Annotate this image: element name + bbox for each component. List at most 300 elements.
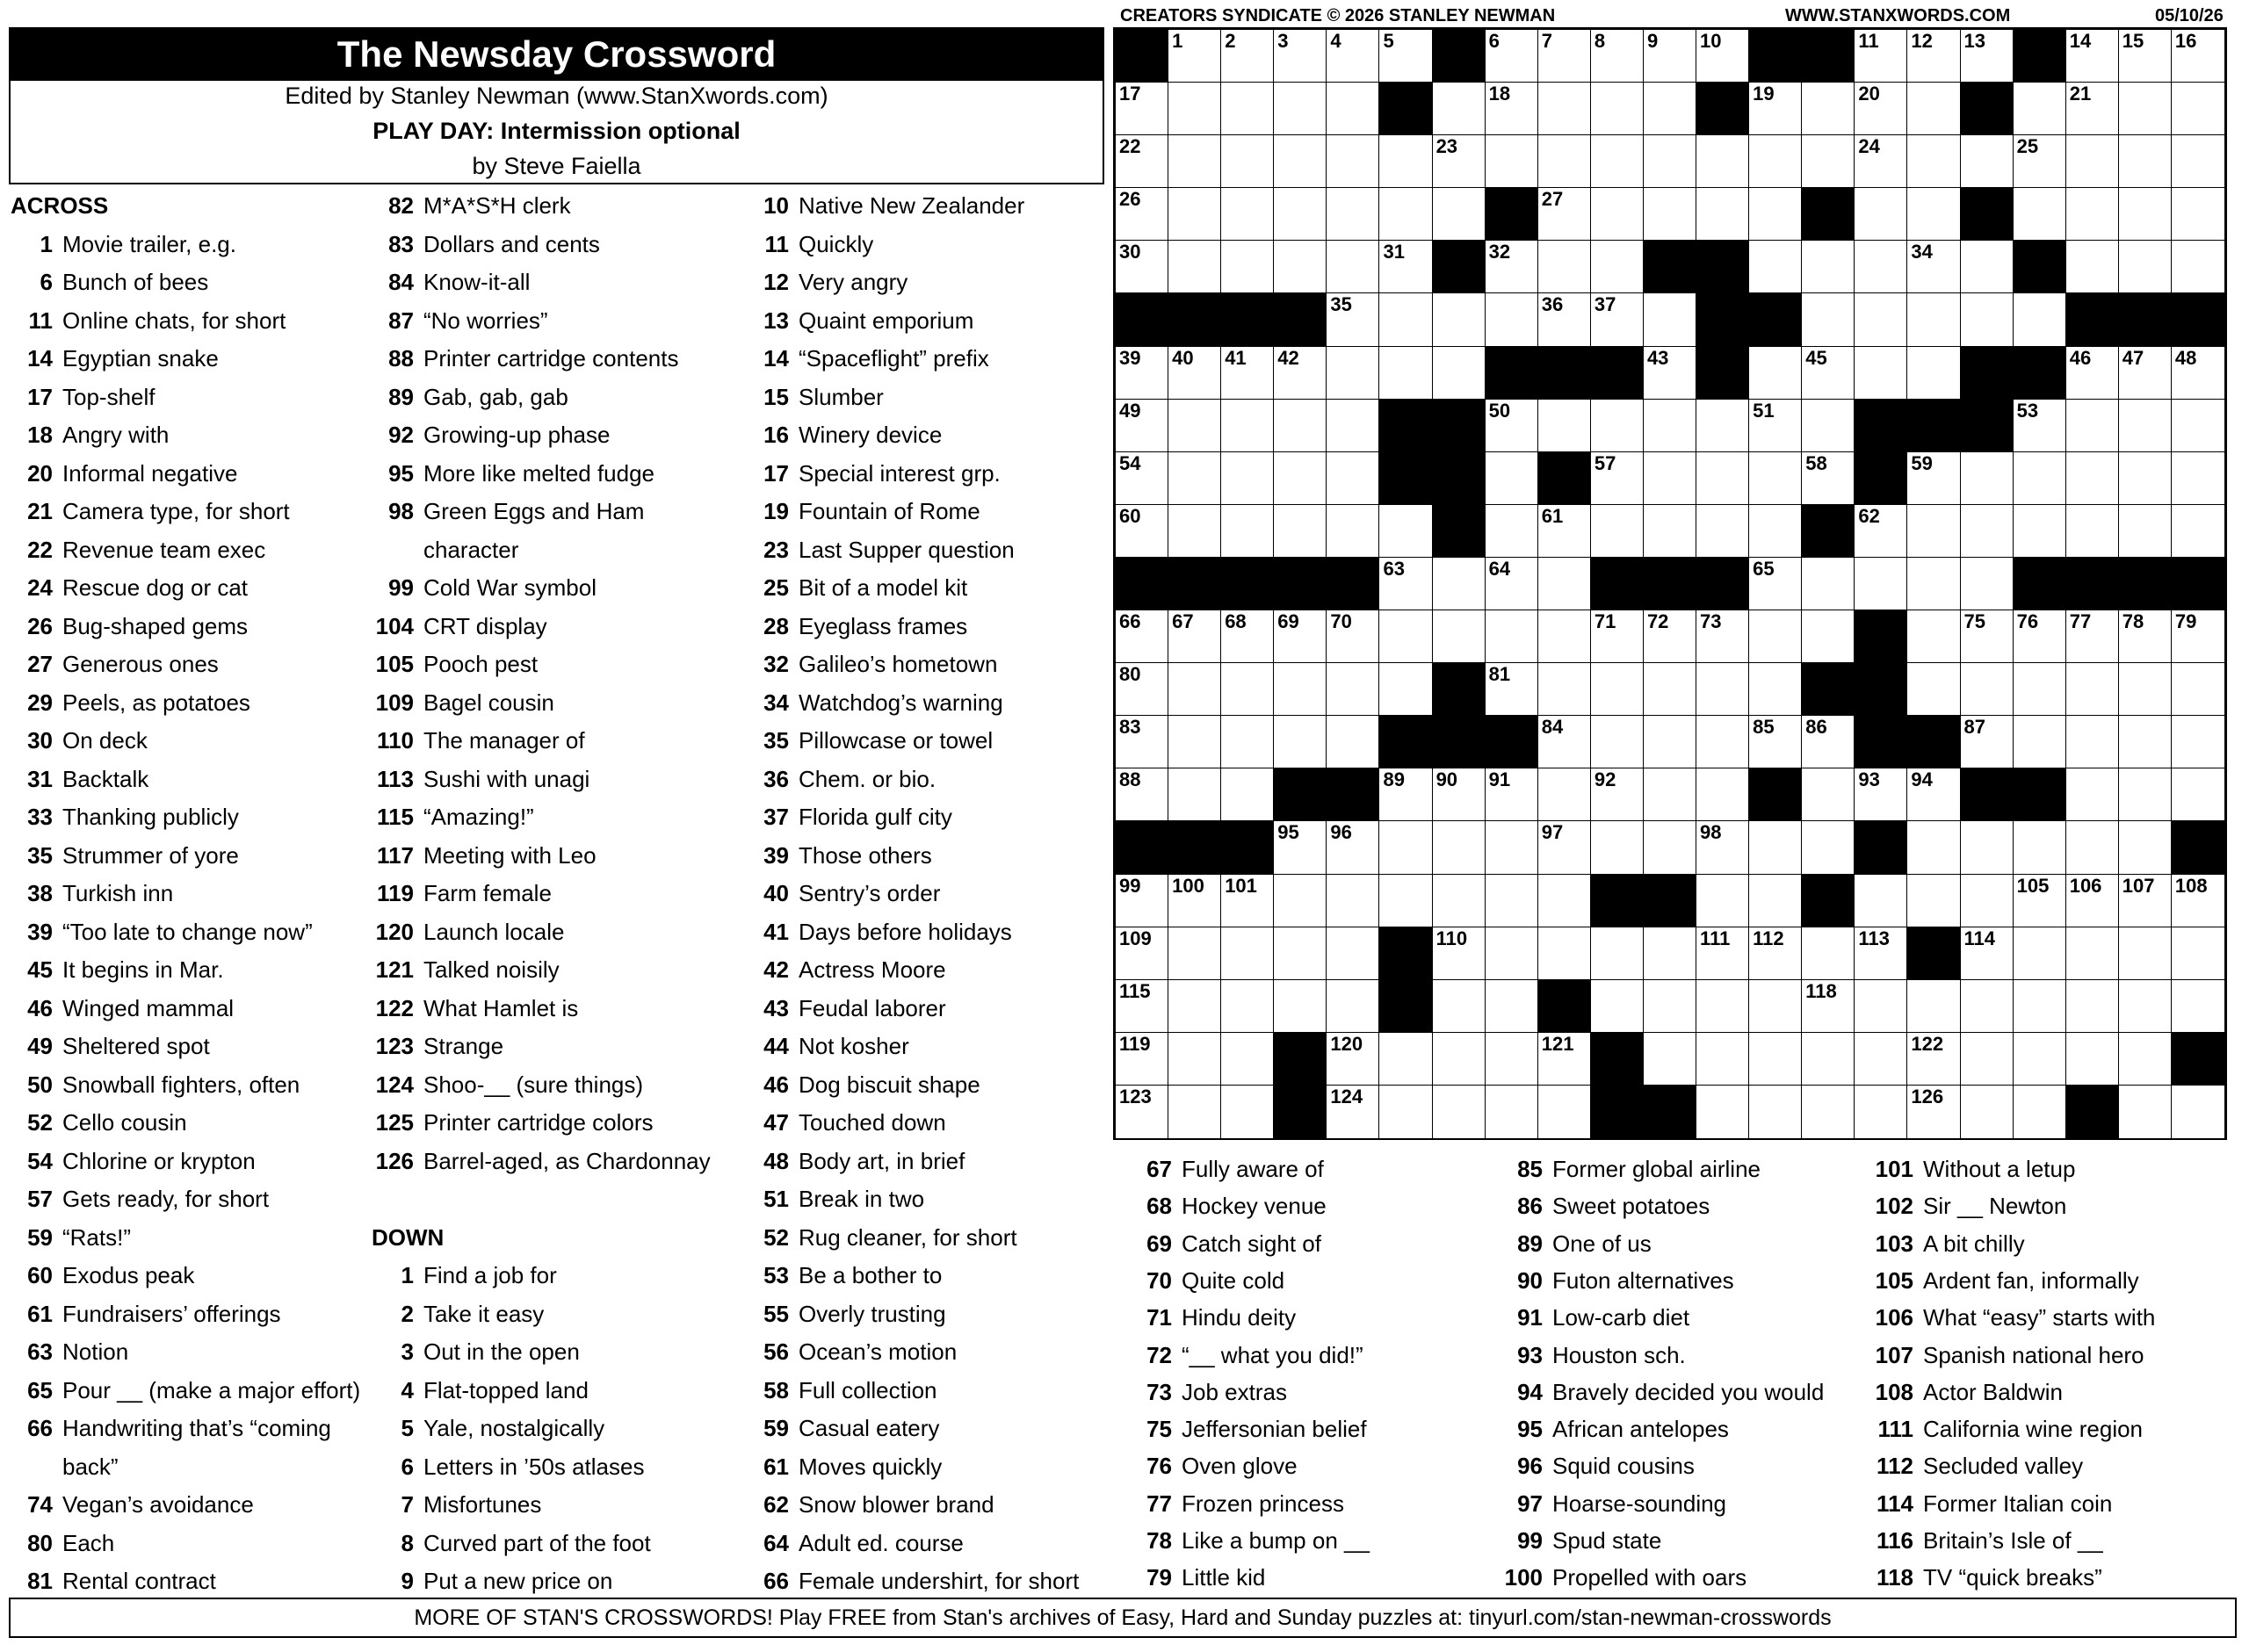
grid-cell[interactable] <box>1907 980 1960 1033</box>
grid-cell[interactable] <box>1907 135 1960 188</box>
grid-cell[interactable] <box>1274 716 1327 768</box>
grid-cell[interactable] <box>1802 1086 1855 1138</box>
grid-cell[interactable] <box>2014 452 2066 505</box>
grid-cell[interactable] <box>1168 1086 1221 1138</box>
grid-cell[interactable] <box>1644 452 1696 505</box>
grid-cell[interactable] <box>2066 821 2119 874</box>
grid-cell[interactable] <box>1379 135 1432 188</box>
grid-cell[interactable] <box>1433 558 1486 610</box>
grid-cell[interactable] <box>1433 83 1486 135</box>
grid-cell[interactable] <box>2172 452 2224 505</box>
grid-cell[interactable] <box>1644 768 1696 821</box>
grid-cell[interactable] <box>1749 188 1802 241</box>
grid-cell[interactable] <box>1274 188 1327 241</box>
grid-cell[interactable] <box>1168 716 1221 768</box>
grid-cell[interactable] <box>2066 347 2119 400</box>
grid-cell[interactable] <box>1116 400 1168 452</box>
grid-cell[interactable] <box>2066 663 2119 716</box>
grid-cell[interactable] <box>1327 135 1379 188</box>
grid-cell[interactable] <box>1696 400 1749 452</box>
grid-cell[interactable] <box>1116 980 1168 1033</box>
grid-cell[interactable] <box>1907 293 1960 346</box>
grid-cell[interactable] <box>1116 875 1168 927</box>
grid-cell[interactable] <box>1433 768 1486 821</box>
grid-cell[interactable] <box>1168 927 1221 980</box>
grid-cell[interactable] <box>1644 1033 1696 1086</box>
grid-cell[interactable] <box>1486 875 1538 927</box>
grid-cell[interactable] <box>1644 821 1696 874</box>
grid-cell[interactable] <box>2066 241 2119 293</box>
grid-cell[interactable] <box>1379 768 1432 821</box>
grid-cell[interactable] <box>1696 927 1749 980</box>
grid-cell[interactable] <box>2066 400 2119 452</box>
grid-cell[interactable] <box>1696 30 1749 83</box>
grid-cell[interactable] <box>1116 1033 1168 1086</box>
grid-cell[interactable] <box>1116 83 1168 135</box>
grid-cell[interactable] <box>2066 610 2119 663</box>
grid-cell[interactable] <box>1961 716 2014 768</box>
grid-cell[interactable] <box>1961 452 2014 505</box>
grid-cell[interactable] <box>1696 980 1749 1033</box>
grid-cell[interactable] <box>1855 241 1907 293</box>
grid-cell[interactable] <box>1749 400 1802 452</box>
grid-cell[interactable] <box>1221 768 1274 821</box>
grid-cell[interactable] <box>1274 610 1327 663</box>
grid-cell[interactable] <box>1644 610 1696 663</box>
grid-cell[interactable] <box>1591 505 1644 558</box>
grid-cell[interactable] <box>1486 1086 1538 1138</box>
grid-cell[interactable] <box>1486 30 1538 83</box>
grid-cell[interactable] <box>2119 768 2172 821</box>
grid-cell[interactable] <box>2066 83 2119 135</box>
grid-cell[interactable] <box>1907 347 1960 400</box>
grid-cell[interactable] <box>1116 768 1168 821</box>
grid-cell[interactable] <box>1749 980 1802 1033</box>
grid-cell[interactable] <box>1749 927 1802 980</box>
grid-cell[interactable] <box>2014 980 2066 1033</box>
grid-cell[interactable] <box>1433 1033 1486 1086</box>
grid-cell[interactable] <box>1961 1033 2014 1086</box>
grid-cell[interactable] <box>1116 610 1168 663</box>
grid-cell[interactable] <box>1274 347 1327 400</box>
grid-cell[interactable] <box>2014 293 2066 346</box>
grid-cell[interactable] <box>1696 135 1749 188</box>
grid-cell[interactable] <box>2119 821 2172 874</box>
grid-cell[interactable] <box>1644 663 1696 716</box>
grid-cell[interactable] <box>1274 83 1327 135</box>
grid-cell[interactable] <box>1486 135 1538 188</box>
grid-cell[interactable] <box>1591 293 1644 346</box>
grid-cell[interactable] <box>1221 663 1274 716</box>
grid-cell[interactable] <box>1221 241 1274 293</box>
grid-cell[interactable] <box>1486 452 1538 505</box>
grid-cell[interactable] <box>1221 980 1274 1033</box>
grid-cell[interactable] <box>1274 663 1327 716</box>
grid-cell[interactable] <box>1961 610 2014 663</box>
grid-cell[interactable] <box>2172 347 2224 400</box>
grid-cell[interactable] <box>2066 980 2119 1033</box>
grid-cell[interactable] <box>1221 610 1274 663</box>
grid-cell[interactable] <box>1802 400 1855 452</box>
grid-cell[interactable] <box>1696 821 1749 874</box>
grid-cell[interactable] <box>1802 716 1855 768</box>
grid-cell[interactable] <box>1961 927 2014 980</box>
grid-cell[interactable] <box>1327 980 1379 1033</box>
grid-cell[interactable] <box>1221 30 1274 83</box>
grid-cell[interactable] <box>1538 927 1591 980</box>
grid-cell[interactable] <box>2172 1086 2224 1138</box>
grid-cell[interactable] <box>1644 716 1696 768</box>
grid-cell[interactable] <box>1538 30 1591 83</box>
grid-cell[interactable] <box>1644 400 1696 452</box>
grid-cell[interactable] <box>1433 188 1486 241</box>
grid-cell[interactable] <box>1538 293 1591 346</box>
grid-cell[interactable] <box>1644 980 1696 1033</box>
grid-cell[interactable] <box>1802 821 1855 874</box>
grid-cell[interactable] <box>1168 452 1221 505</box>
grid-cell[interactable] <box>1327 1086 1379 1138</box>
grid-cell[interactable] <box>1644 188 1696 241</box>
grid-cell[interactable] <box>1221 1086 1274 1138</box>
grid-cell[interactable] <box>1433 293 1486 346</box>
grid-cell[interactable] <box>1168 135 1221 188</box>
grid-cell[interactable] <box>1274 505 1327 558</box>
grid-cell[interactable] <box>1116 716 1168 768</box>
grid-cell[interactable] <box>1168 980 1221 1033</box>
grid-cell[interactable] <box>2119 610 2172 663</box>
grid-cell[interactable] <box>1327 505 1379 558</box>
grid-cell[interactable] <box>2172 716 2224 768</box>
grid-cell[interactable] <box>2014 1086 2066 1138</box>
grid-cell[interactable] <box>1802 980 1855 1033</box>
grid-cell[interactable] <box>2172 980 2224 1033</box>
grid-cell[interactable] <box>1116 347 1168 400</box>
grid-cell[interactable] <box>1221 347 1274 400</box>
grid-cell[interactable] <box>1907 1033 1960 1086</box>
grid-cell[interactable] <box>1433 347 1486 400</box>
grid-cell[interactable] <box>1907 188 1960 241</box>
grid-cell[interactable] <box>1644 135 1696 188</box>
grid-cell[interactable] <box>1327 452 1379 505</box>
grid-cell[interactable] <box>2119 347 2172 400</box>
grid-cell[interactable] <box>2014 83 2066 135</box>
grid-cell[interactable] <box>1274 135 1327 188</box>
grid-cell[interactable] <box>1907 30 1960 83</box>
grid-cell[interactable] <box>1644 30 1696 83</box>
grid-cell[interactable] <box>1168 30 1221 83</box>
grid-cell[interactable] <box>1591 83 1644 135</box>
grid-cell[interactable] <box>1486 400 1538 452</box>
grid-cell[interactable] <box>1274 30 1327 83</box>
grid-cell[interactable] <box>1433 821 1486 874</box>
grid-cell[interactable] <box>2014 1033 2066 1086</box>
grid-cell[interactable] <box>1696 768 1749 821</box>
grid-cell[interactable] <box>1855 505 1907 558</box>
grid-cell[interactable] <box>1274 241 1327 293</box>
grid-cell[interactable] <box>1327 293 1379 346</box>
grid-cell[interactable] <box>1116 241 1168 293</box>
grid-cell[interactable] <box>1802 558 1855 610</box>
grid-cell[interactable] <box>1591 188 1644 241</box>
grid-cell[interactable] <box>1221 927 1274 980</box>
grid-cell[interactable] <box>1327 821 1379 874</box>
grid-cell[interactable] <box>1749 610 1802 663</box>
grid-cell[interactable] <box>1802 135 1855 188</box>
grid-cell[interactable] <box>1379 293 1432 346</box>
grid-cell[interactable] <box>2172 768 2224 821</box>
grid-cell[interactable] <box>2066 927 2119 980</box>
grid-cell[interactable] <box>2014 927 2066 980</box>
grid-cell[interactable] <box>1961 558 2014 610</box>
grid-cell[interactable] <box>2172 135 2224 188</box>
grid-cell[interactable] <box>1274 452 1327 505</box>
grid-cell[interactable] <box>2066 1033 2119 1086</box>
grid-cell[interactable] <box>2119 663 2172 716</box>
grid-cell[interactable] <box>1591 663 1644 716</box>
grid-cell[interactable] <box>1379 30 1432 83</box>
grid-cell[interactable] <box>2172 83 2224 135</box>
grid-cell[interactable] <box>1749 821 1802 874</box>
grid-cell[interactable] <box>2119 505 2172 558</box>
grid-cell[interactable] <box>1855 1086 1907 1138</box>
grid-cell[interactable] <box>1644 505 1696 558</box>
grid-cell[interactable] <box>1696 1033 1749 1086</box>
grid-cell[interactable] <box>1749 558 1802 610</box>
grid-cell[interactable] <box>1855 875 1907 927</box>
grid-cell[interactable] <box>1696 716 1749 768</box>
grid-cell[interactable] <box>2172 30 2224 83</box>
grid-cell[interactable] <box>1486 1033 1538 1086</box>
grid-cell[interactable] <box>1168 768 1221 821</box>
grid-cell[interactable] <box>1907 768 1960 821</box>
grid-cell[interactable] <box>1907 821 1960 874</box>
grid-cell[interactable] <box>1802 927 1855 980</box>
grid-cell[interactable] <box>1327 1033 1379 1086</box>
grid-cell[interactable] <box>1749 1086 1802 1138</box>
grid-cell[interactable] <box>1538 188 1591 241</box>
grid-cell[interactable] <box>1168 188 1221 241</box>
grid-cell[interactable] <box>1591 452 1644 505</box>
grid-cell[interactable] <box>1486 83 1538 135</box>
grid-cell[interactable] <box>2014 663 2066 716</box>
grid-cell[interactable] <box>1486 768 1538 821</box>
grid-cell[interactable] <box>1961 30 2014 83</box>
grid-cell[interactable] <box>1433 980 1486 1033</box>
grid-cell[interactable] <box>2119 241 2172 293</box>
grid-cell[interactable] <box>1644 347 1696 400</box>
grid-cell[interactable] <box>1855 83 1907 135</box>
grid-cell[interactable] <box>1379 663 1432 716</box>
grid-cell[interactable] <box>2119 83 2172 135</box>
grid-cell[interactable] <box>1433 610 1486 663</box>
grid-cell[interactable] <box>1696 663 1749 716</box>
grid-cell[interactable] <box>2172 188 2224 241</box>
grid-cell[interactable] <box>1538 875 1591 927</box>
grid-cell[interactable] <box>1855 927 1907 980</box>
grid-cell[interactable] <box>1486 241 1538 293</box>
grid-cell[interactable] <box>1274 821 1327 874</box>
grid-cell[interactable] <box>2014 716 2066 768</box>
grid-cell[interactable] <box>1379 821 1432 874</box>
grid-cell[interactable] <box>1696 610 1749 663</box>
grid-cell[interactable] <box>1907 241 1960 293</box>
grid-cell[interactable] <box>1749 875 1802 927</box>
grid-cell[interactable] <box>1961 293 2014 346</box>
grid-cell[interactable] <box>2066 505 2119 558</box>
grid-cell[interactable] <box>2172 610 2224 663</box>
grid-cell[interactable] <box>1538 83 1591 135</box>
grid-cell[interactable] <box>1221 505 1274 558</box>
grid-cell[interactable] <box>1168 875 1221 927</box>
grid-cell[interactable] <box>2014 505 2066 558</box>
grid-cell[interactable] <box>1961 663 2014 716</box>
grid-cell[interactable] <box>2119 1086 2172 1138</box>
grid-cell[interactable] <box>1538 716 1591 768</box>
grid-cell[interactable] <box>1379 188 1432 241</box>
grid-cell[interactable] <box>2119 980 2172 1033</box>
grid-cell[interactable] <box>1802 1033 1855 1086</box>
grid-cell[interactable] <box>1802 293 1855 346</box>
grid-cell[interactable] <box>1961 241 2014 293</box>
grid-cell[interactable] <box>2172 875 2224 927</box>
grid-cell[interactable] <box>1221 83 1274 135</box>
grid-cell[interactable] <box>1327 663 1379 716</box>
grid-cell[interactable] <box>1591 241 1644 293</box>
grid-cell[interactable] <box>1802 768 1855 821</box>
grid-cell[interactable] <box>1591 30 1644 83</box>
grid-cell[interactable] <box>2066 875 2119 927</box>
grid-cell[interactable] <box>1221 400 1274 452</box>
grid-cell[interactable] <box>1379 505 1432 558</box>
grid-cell[interactable] <box>1116 452 1168 505</box>
grid-cell[interactable] <box>1327 83 1379 135</box>
grid-cell[interactable] <box>1591 927 1644 980</box>
grid-cell[interactable] <box>1379 875 1432 927</box>
grid-cell[interactable] <box>1327 241 1379 293</box>
grid-cell[interactable] <box>1116 663 1168 716</box>
grid-cell[interactable] <box>1591 821 1644 874</box>
grid-cell[interactable] <box>1961 505 2014 558</box>
grid-cell[interactable] <box>1116 927 1168 980</box>
grid-cell[interactable] <box>1116 1086 1168 1138</box>
grid-cell[interactable] <box>1591 610 1644 663</box>
grid-cell[interactable] <box>1379 241 1432 293</box>
grid-cell[interactable] <box>1907 663 1960 716</box>
grid-cell[interactable] <box>1168 241 1221 293</box>
grid-cell[interactable] <box>1379 558 1432 610</box>
grid-cell[interactable] <box>1749 452 1802 505</box>
grid-cell[interactable] <box>1168 505 1221 558</box>
grid-cell[interactable] <box>1538 505 1591 558</box>
grid-cell[interactable] <box>1327 875 1379 927</box>
grid-cell[interactable] <box>2172 241 2224 293</box>
grid-cell[interactable] <box>1327 610 1379 663</box>
grid-cell[interactable] <box>1749 663 1802 716</box>
grid-cell[interactable] <box>1538 663 1591 716</box>
grid-cell[interactable] <box>1855 293 1907 346</box>
grid-cell[interactable] <box>1802 610 1855 663</box>
grid-cell[interactable] <box>1538 610 1591 663</box>
grid-cell[interactable] <box>2119 135 2172 188</box>
grid-cell[interactable] <box>2066 188 2119 241</box>
grid-cell[interactable] <box>1961 980 2014 1033</box>
grid-cell[interactable] <box>1274 927 1327 980</box>
grid-cell[interactable] <box>1379 1086 1432 1138</box>
grid-cell[interactable] <box>2014 135 2066 188</box>
grid-cell[interactable] <box>1802 452 1855 505</box>
grid-cell[interactable] <box>1749 716 1802 768</box>
grid-cell[interactable] <box>1168 400 1221 452</box>
grid-cell[interactable] <box>1538 241 1591 293</box>
grid-cell[interactable] <box>1538 135 1591 188</box>
grid-cell[interactable] <box>1221 452 1274 505</box>
grid-cell[interactable] <box>1433 875 1486 927</box>
grid-cell[interactable] <box>2066 135 2119 188</box>
grid-cell[interactable] <box>1802 347 1855 400</box>
grid-cell[interactable] <box>1486 293 1538 346</box>
grid-cell[interactable] <box>1379 610 1432 663</box>
grid-cell[interactable] <box>1802 241 1855 293</box>
grid-cell[interactable] <box>1749 135 1802 188</box>
grid-cell[interactable] <box>1696 452 1749 505</box>
grid-cell[interactable] <box>1486 980 1538 1033</box>
grid-cell[interactable] <box>1644 927 1696 980</box>
grid-cell[interactable] <box>2119 716 2172 768</box>
grid-cell[interactable] <box>1327 400 1379 452</box>
grid-cell[interactable] <box>1591 400 1644 452</box>
grid-cell[interactable] <box>1486 505 1538 558</box>
grid-cell[interactable] <box>1538 1086 1591 1138</box>
grid-cell[interactable] <box>1274 980 1327 1033</box>
grid-cell[interactable] <box>1855 768 1907 821</box>
grid-cell[interactable] <box>1961 821 2014 874</box>
grid-cell[interactable] <box>1644 83 1696 135</box>
grid-cell[interactable] <box>1907 875 1960 927</box>
grid-cell[interactable] <box>1486 821 1538 874</box>
grid-cell[interactable] <box>1274 400 1327 452</box>
grid-cell[interactable] <box>1855 188 1907 241</box>
crossword-grid[interactable] <box>1113 27 2227 1140</box>
grid-cell[interactable] <box>1168 1033 1221 1086</box>
grid-cell[interactable] <box>1855 30 1907 83</box>
grid-cell[interactable] <box>1433 927 1486 980</box>
grid-cell[interactable] <box>1327 927 1379 980</box>
grid-cell[interactable] <box>1802 83 1855 135</box>
grid-cell[interactable] <box>1379 347 1432 400</box>
grid-cell[interactable] <box>1907 452 1960 505</box>
grid-cell[interactable] <box>2066 716 2119 768</box>
grid-cell[interactable] <box>1696 505 1749 558</box>
grid-cell[interactable] <box>1486 610 1538 663</box>
grid-cell[interactable] <box>1591 980 1644 1033</box>
grid-cell[interactable] <box>1433 1086 1486 1138</box>
grid-cell[interactable] <box>1855 135 1907 188</box>
grid-cell[interactable] <box>1538 400 1591 452</box>
grid-cell[interactable] <box>2172 505 2224 558</box>
grid-cell[interactable] <box>2014 400 2066 452</box>
grid-cell[interactable] <box>2066 30 2119 83</box>
grid-cell[interactable] <box>2119 1033 2172 1086</box>
grid-cell[interactable] <box>1907 83 1960 135</box>
grid-cell[interactable] <box>1591 716 1644 768</box>
grid-cell[interactable] <box>1907 558 1960 610</box>
grid-cell[interactable] <box>1327 188 1379 241</box>
grid-cell[interactable] <box>2119 30 2172 83</box>
grid-cell[interactable] <box>1907 610 1960 663</box>
grid-cell[interactable] <box>1168 610 1221 663</box>
grid-cell[interactable] <box>2066 768 2119 821</box>
grid-cell[interactable] <box>1327 716 1379 768</box>
